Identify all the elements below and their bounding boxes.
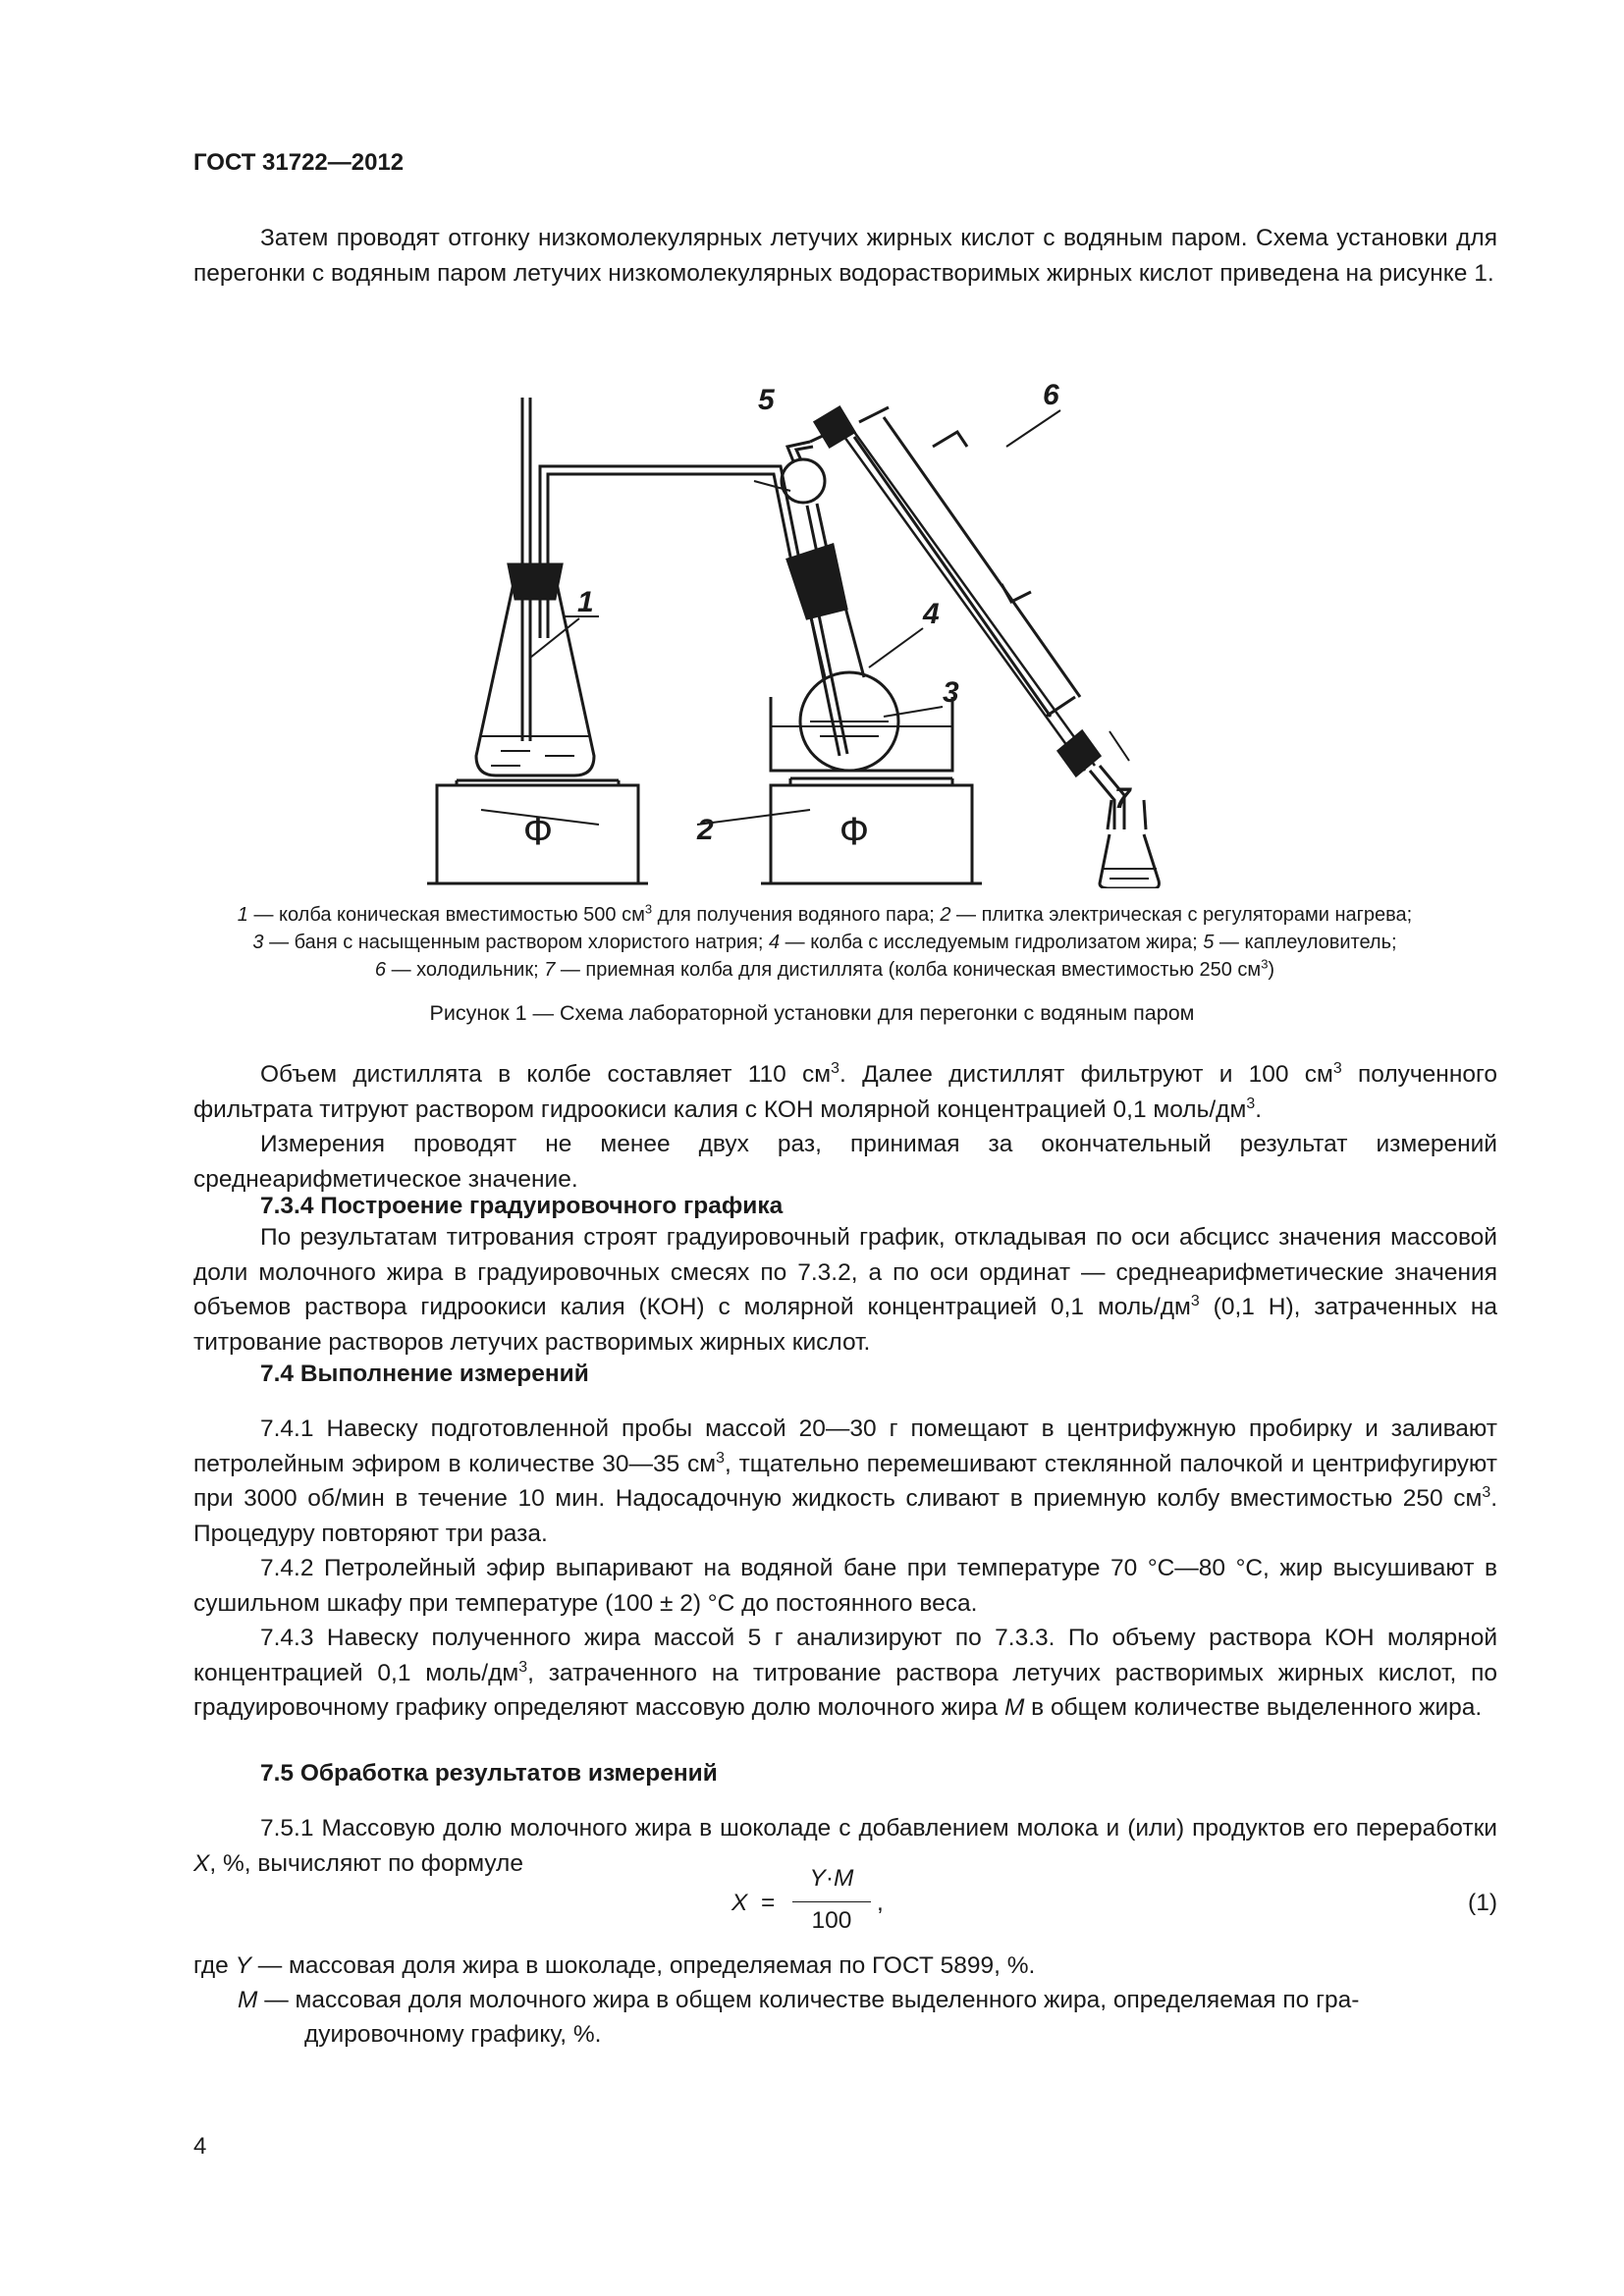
label-1: 1 [577, 586, 594, 618]
where-m-cont: дуировочному графику, %. [304, 2021, 602, 2048]
figure-caption: Рисунок 1 — Схема лабораторной установки для перегонки с водяным паром [429, 1001, 1195, 1025]
paragraph-7-4-2: 7.4.2 Петролейный эфир выпаривают на водяной бане при температуре 70 °С—80 °С, жир высушивают в сушильном шкафу при температуре (100 ± 2) °С до постоянного веса. [193, 1555, 1497, 1617]
label-2: 2 [697, 814, 714, 846]
label-6: 6 [1043, 379, 1059, 411]
where-m: М — массовая доля молочного жира в общем количестве выделенного жира, определяемая по гра- [238, 1987, 1360, 2013]
paragraph-7-5-1: 7.5.1 Массовую долю молочного жира в шоколаде с добавлением молока и (или) продуктов его переработки X, %, вычисляют по формуле [193, 1815, 1497, 1877]
formula-1: X = Y·M 100 , (1) [731, 1865, 1497, 1934]
heater-symbol-right: Ф [839, 810, 870, 853]
heading-7-3-4: 7.3.4 Построение градуировочного графика [260, 1193, 784, 1219]
document-header: ГОСТ 31722—2012 [193, 149, 405, 176]
heading-7-4: 7.4 Выполнение измерений [260, 1361, 589, 1387]
distillation-apparatus-diagram [422, 339, 1296, 888]
paragraph-7-4-3: 7.4.3 Навеску полученного жира массой 5 г анализируют по 7.3.3. По объему раствора КОН молярной концентрацией 0,1 моль/$дм^3$, затраченного на титрование раствора летучих растворимых жирных кислот, по градуировочному графику определяют массовую долю молочного жира М в общем количестве выделенного жира. [193, 1625, 1497, 1721]
measurements-paragraph: Измерения проводят не менее двух раз, принимая за окончательный результат измерений среднеарифметическое значение. [193, 1131, 1497, 1193]
distillate-paragraph: Объем дистиллята в колбе составляет 110 $см^3$. Далее дистиллят фильтруют и 100 $см^3$ полученного фильтрата титруют раствором гидроокиси калия с КОН молярной концентрацией 0,1 моль/$дм^3$. [193, 1059, 1497, 1123]
where-y: где Y — массовая доля жира в шоколаде, определяемая по ГОСТ 5899, %. [193, 1952, 1036, 1979]
calibration-paragraph: По результатам титрования строят градуировочный график, откладывая по оси абсцисс значения массовой доли молочного жира в градуировочных смесях по 7.3.2, а по оси ординат — среднеарифметические значения объемов раствора гидроокиси калия (КОН) с молярной концентрацией 0,1 моль/$дм^3$ (0,1 Н), затраченных на титрование растворов летучих растворимых жирных кислот. [193, 1224, 1497, 1356]
paragraph-7-4-1: 7.4.1 Навеску подготовленной пробы массой 20—30 г помещают в центрифужную пробирку и заливают петролейным эфиром в количестве 30—35 $см^3$, тщательно перемешивают стеклянной палочкой и центрифугируют при 3000 об/мин в течение 10 мин. Надосадочную жидкость сливают в приемную колбу вместимостью 250 $см^3$. Процедуру повторяют три раза. [193, 1415, 1497, 1547]
heading-7-5: 7.5 Обработка результатов измерений [260, 1760, 718, 1787]
label-3: 3 [943, 676, 959, 709]
intro-paragraph: Затем проводят отгонку низкомолекулярных летучих жирных кислот с водяным паром. Схема установки для перегонки с водяным паром летучих низкомолекулярных водорастворимых жирных кислот приведена на рисунке 1. [193, 225, 1497, 287]
page-number: 4 [193, 2133, 207, 2160]
label-5: 5 [758, 384, 775, 416]
label-4: 4 [923, 598, 940, 630]
formula-number: (1) [1468, 1890, 1497, 1916]
hotplate-right [771, 785, 972, 883]
figure-legend: 1 — колба коническая вместимостью 500 $см^3$ для получения водяного пара; 2 — плитка электрическая с регуляторами нагрева; 3 — баня с насыщенным раствором хлористого натрия; 4 — колба с исследуемым гидролизатом жира; 5 — каплеуловитель; 6 — холодильник; 7 — приемная колба для дистиллята (колба коническая вместимостью 250 $см^3$) [237, 901, 1413, 981]
label-7: 7 [1114, 782, 1131, 815]
heater-symbol-left: Ф [522, 810, 554, 853]
